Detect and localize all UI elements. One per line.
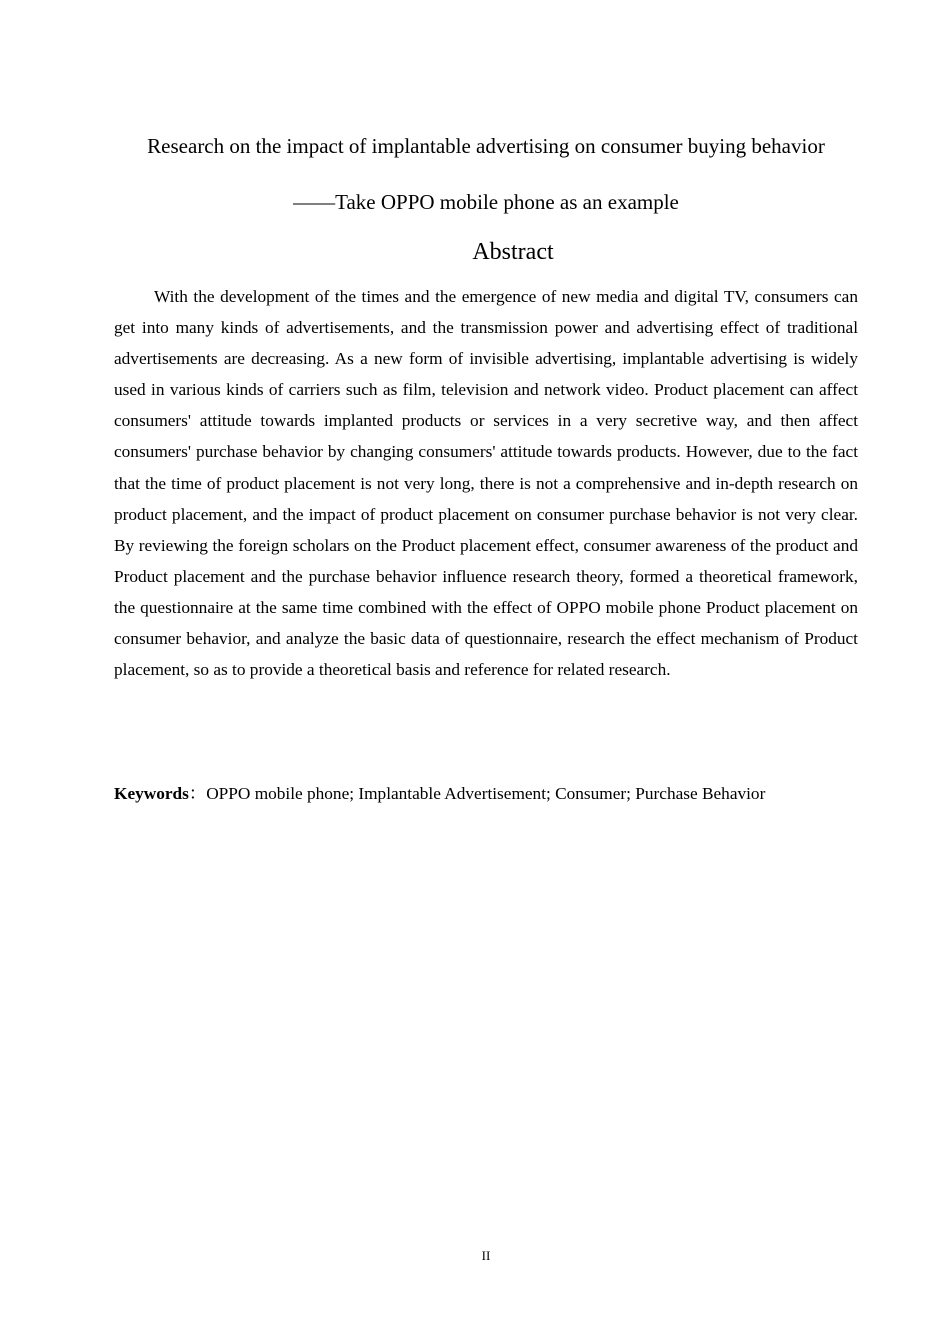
paper-title: Research on the impact of implantable advertising on consumer buying behavior (147, 134, 825, 158)
keywords-separator: ： (188, 784, 207, 803)
abstract-heading: Abstract (472, 239, 554, 265)
abstract-body: With the development of the times and the emergence of new media and digital TV, consumers can get into many kinds of advertisements, and the transmission power and advertising effect of traditional advertisements are decreasing. As a new form of invisible advertising, implantable advertising is widely used in various kinds of carriers such as film, television and network video. Product placement can affect consumers' attitude towards implanted products or services in a very secretive way, and then affect consumers' purchase behavior by changing consumers' attitude towards products. However, due to the fact that the time of product placement is not very long, there is not a comprehensive and in-depth research on product placement, and the impact of product placement on consumer purchase behavior is not very clear. By reviewing the foreign scholars on the Product placement effect, consumer awareness of the product and Product placement and the purchase behavior influence research theory, formed a theoretical framework, the questionnaire at the same time combined with the effect of OPPO mobile phone Product placement on consumer behavior, and analyze the basic data of questionnaire, research the effect mechanism of Product placement, so as to provide a theoretical basis and reference for related research. (114, 287, 858, 680)
keywords-line (114, 778, 874, 809)
keywords-text: OPPO mobile phone; Implantable Advertisement; Consumer; Purchase Behavior (206, 784, 766, 803)
keywords-label: Keywords (114, 784, 189, 803)
paper-subtitle: ——Take OPPO mobile phone as an example (293, 190, 679, 214)
page-number: II (481, 1248, 491, 1263)
